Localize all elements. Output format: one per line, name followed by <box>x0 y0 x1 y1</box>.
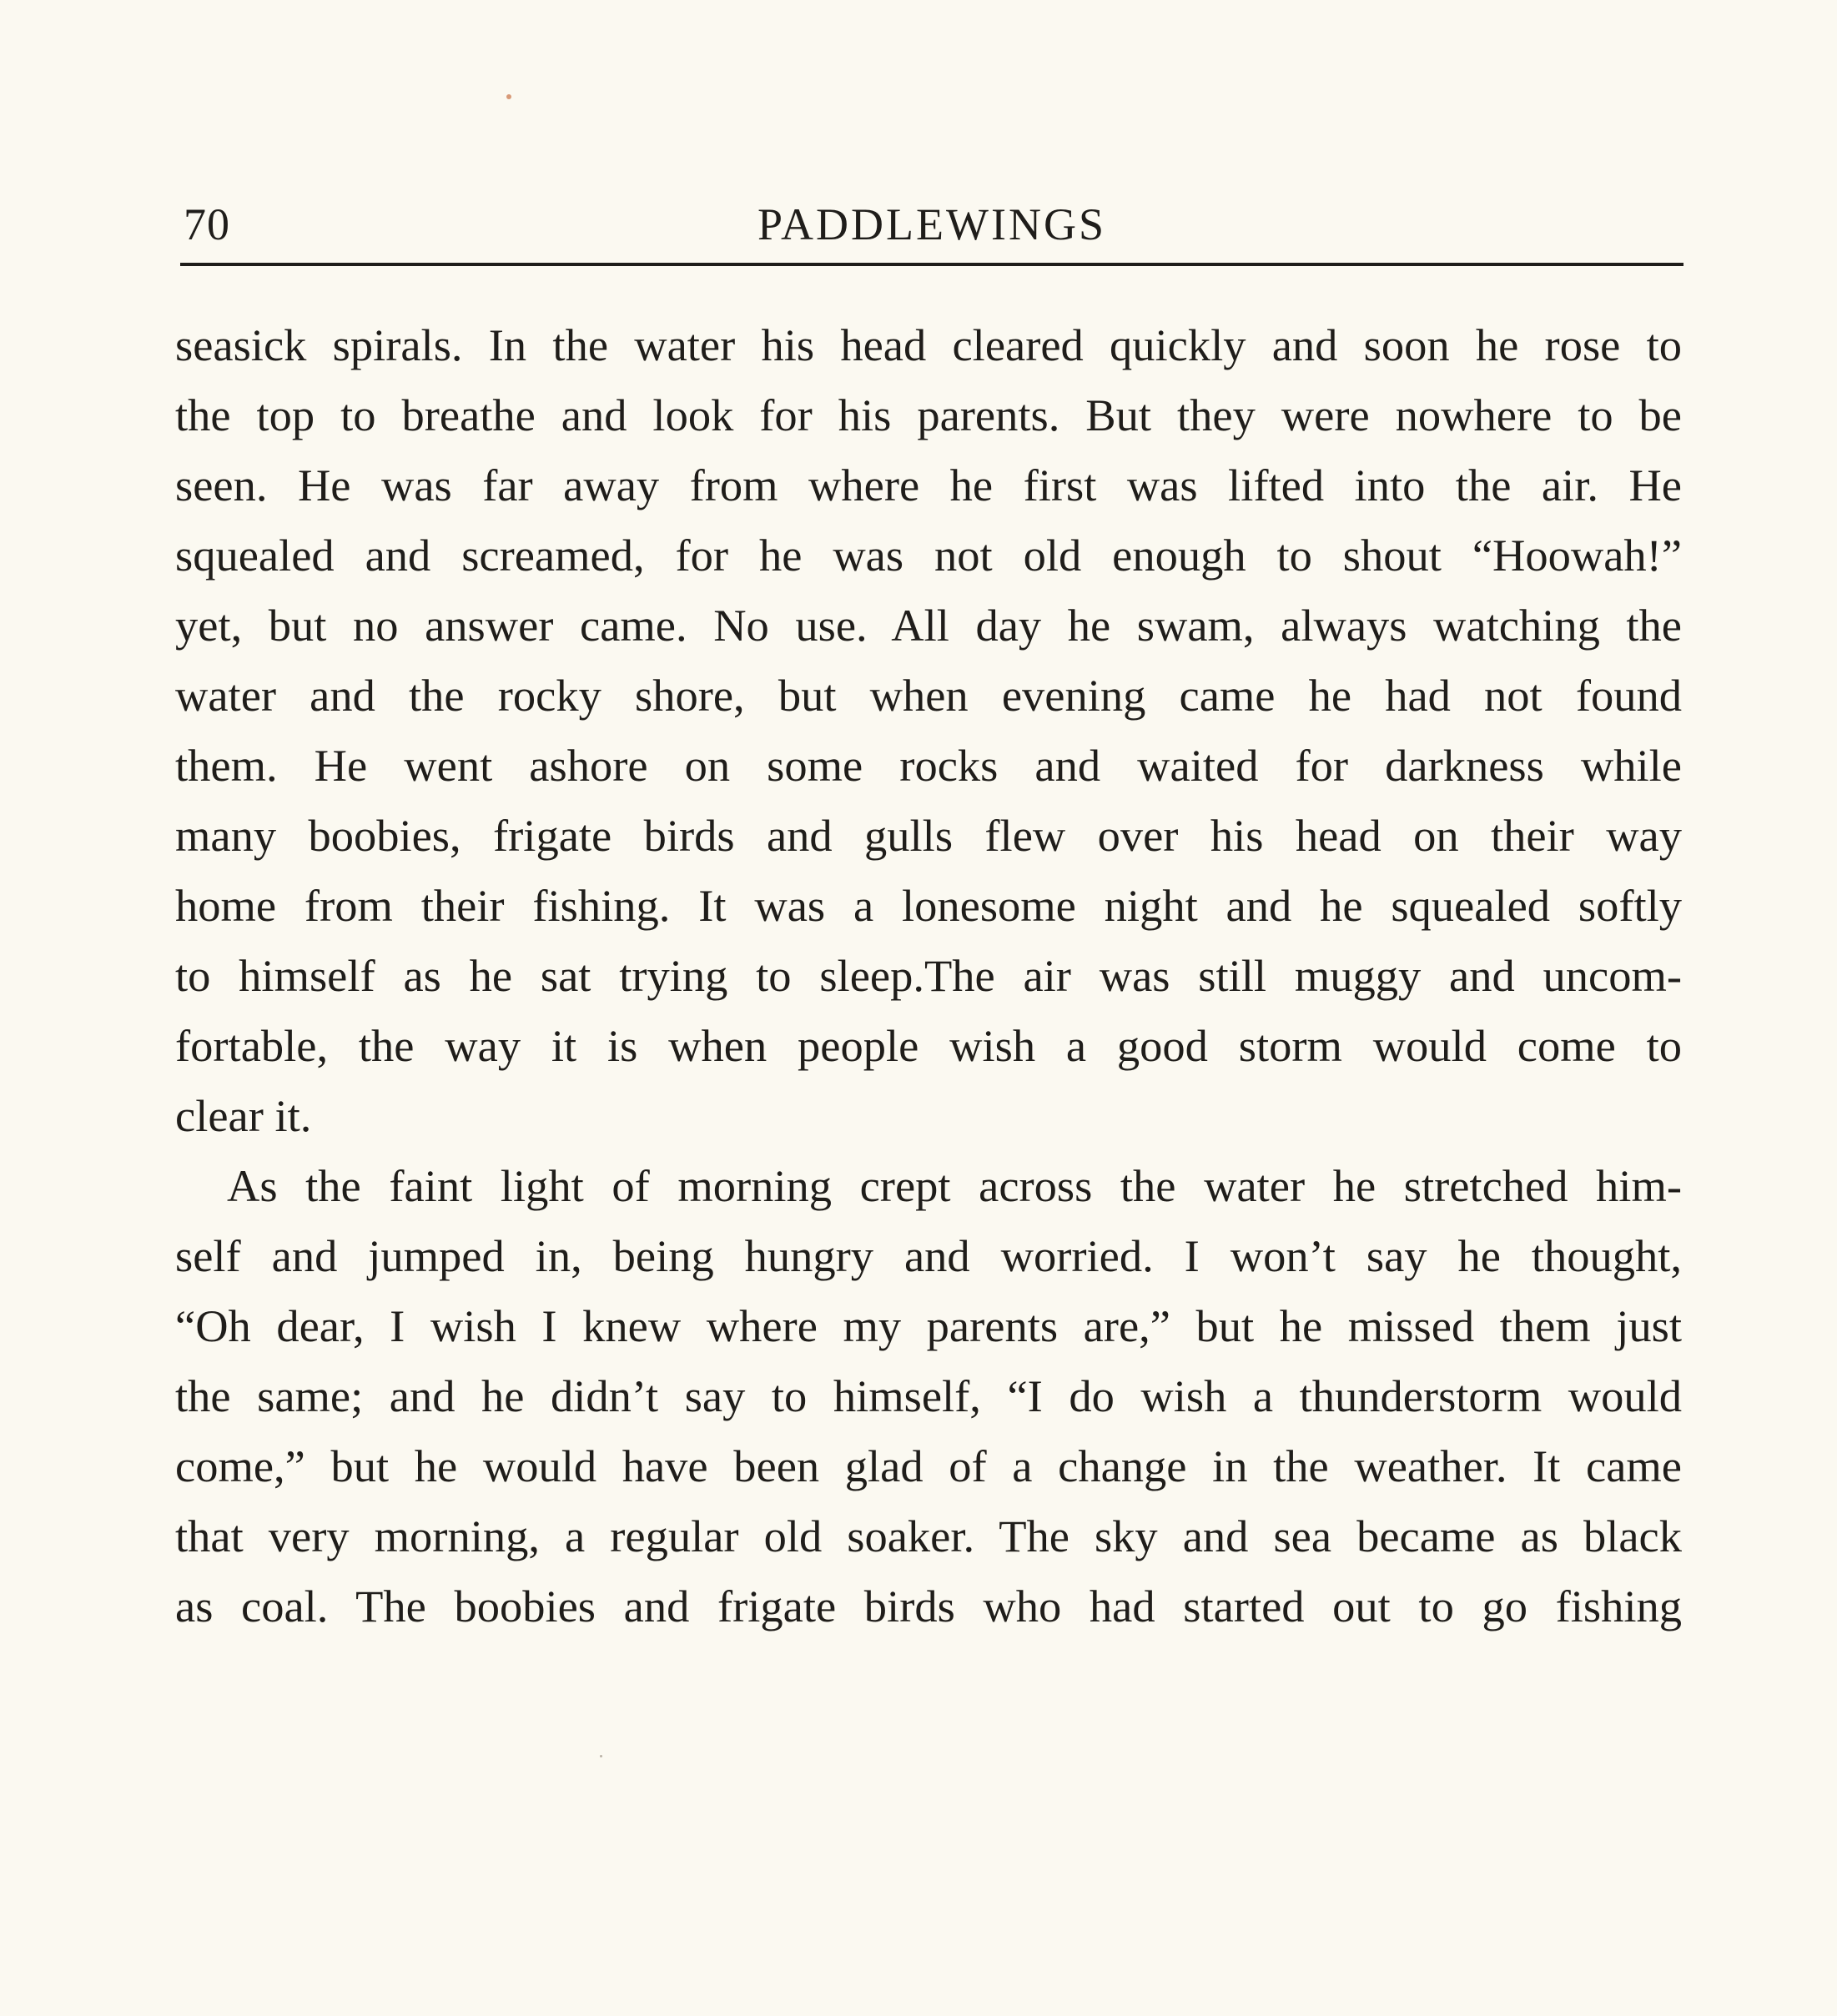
text-line: that very morning, a regular old soaker. The sky and sea became as black <box>175 1511 1682 1561</box>
text-line: to himself as he sat trying to sleep.The air was still muggy and uncom- <box>175 950 1682 1001</box>
page-number: 70 <box>184 199 230 249</box>
text-line: seen. He was far away from where he first was lifted into the air. He <box>175 460 1682 510</box>
text-line: home from their fishing. It was a lonesome night and he squealed softly <box>175 880 1682 931</box>
text-line: water and the rocky shore, but when evening came he had not found <box>175 670 1682 721</box>
text-line: self and jumped in, being hungry and worried. I won’t say he thought, <box>175 1230 1682 1281</box>
running-head <box>180 194 1683 252</box>
text-line: As the faint light of morning crept across the water he stretched him- <box>227 1160 1682 1211</box>
text-line: the same; and he didn’t say to himself, “I do wish a thunderstorm would <box>175 1370 1682 1421</box>
body-text <box>175 310 1682 1641</box>
paragraph <box>175 310 1682 1151</box>
paper-speck <box>506 94 511 99</box>
text-line: squealed and screamed, for he was not old enough to shout “Hoowah!” <box>175 530 1682 581</box>
text-line: yet, but no answer came. No use. All day he swam, always watching the <box>175 600 1682 651</box>
text-line: the top to breathe and look for his parents. But they were nowhere to be <box>175 390 1682 440</box>
paper-speck <box>600 1755 602 1757</box>
text-line: come,” but he would have been glad of a change in the weather. It came <box>175 1440 1682 1491</box>
text-line: clear it. <box>175 1090 312 1141</box>
book-title: PADDLEWINGS <box>757 199 1106 249</box>
text-line: them. He went ashore on some rocks and waited for darkness while <box>175 740 1682 791</box>
text-line: many boobies, frigate birds and gulls flew over his head on their way <box>175 810 1682 861</box>
text-line: seasick spirals. In the water his head cleared quickly and soon he rose to <box>175 319 1682 370</box>
text-line: “Oh dear, I wish I knew where my parents are,” but he missed them just <box>175 1300 1682 1351</box>
text-line: as coal. The boobies and frigate birds who had started out to go fishing <box>175 1581 1682 1631</box>
header-rule <box>180 263 1683 266</box>
paragraph <box>175 1151 1682 1641</box>
text-line: fortable, the way it is when people wish a good storm would come to <box>175 1020 1682 1071</box>
